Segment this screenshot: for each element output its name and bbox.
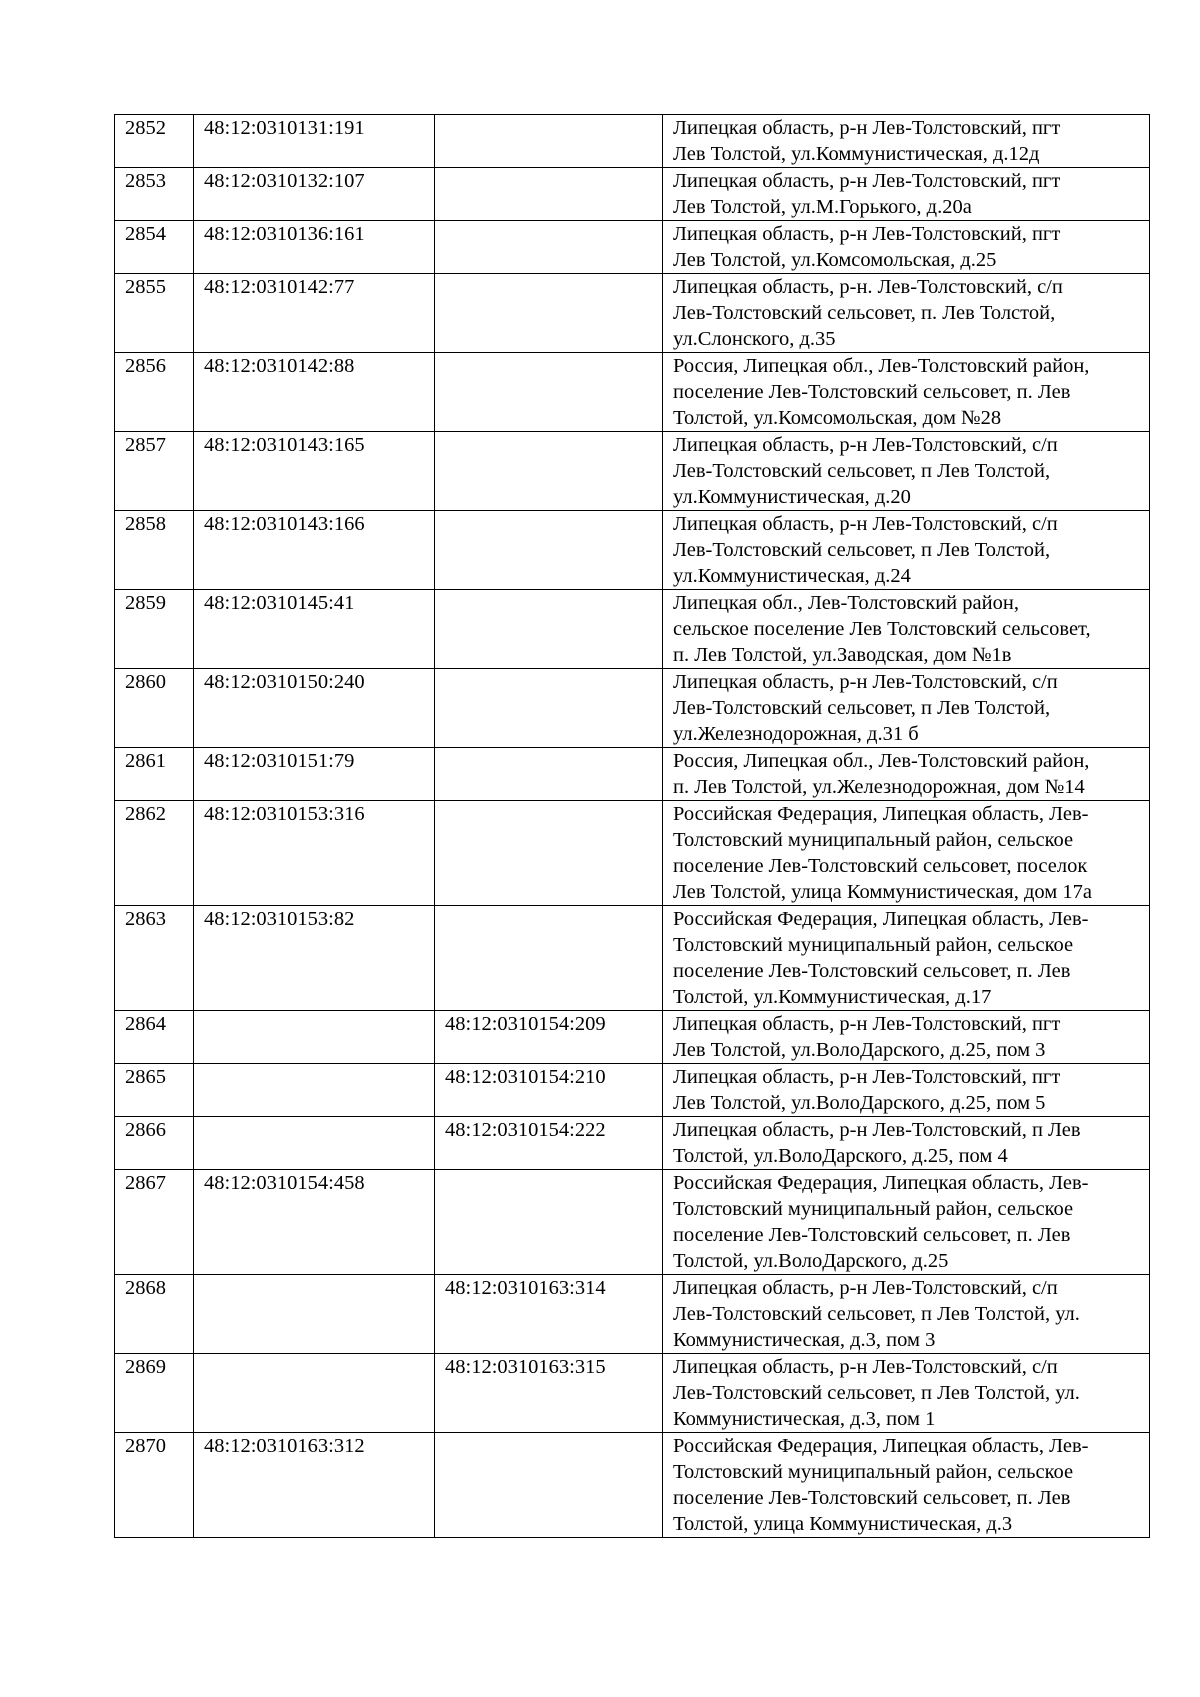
land-cadastral-number-cell [194, 1064, 435, 1117]
land-cadastral-number-cell: 48:12:0310145:41 [194, 590, 435, 669]
table-row [115, 221, 1150, 274]
land-cadastral-number-cell [194, 1011, 435, 1064]
row-number-cell: 2863 [115, 906, 194, 1011]
row-number-cell: 2862 [115, 801, 194, 906]
table-row [115, 511, 1150, 590]
land-cadastral-number-cell: 48:12:0310153:316 [194, 801, 435, 906]
object-cadastral-number-cell [435, 115, 663, 168]
object-cadastral-number-cell: 48:12:0310154:210 [435, 1064, 663, 1117]
land-cadastral-number-cell [194, 1354, 435, 1433]
land-cadastral-number-cell: 48:12:0310163:312 [194, 1433, 435, 1538]
object-cadastral-number-cell: 48:12:0310163:315 [435, 1354, 663, 1433]
land-cadastral-number-cell: 48:12:0310143:166 [194, 511, 435, 590]
address-cell: Липецкая область, р-н Лев-Толстовский, с/п Лев-Толстовский сельсовет, п Лев Толстой, ул.Железнодорожная, д.31 б [663, 669, 1150, 748]
land-cadastral-number-cell: 48:12:0310150:240 [194, 669, 435, 748]
address-cell: Липецкая область, р-н Лев-Толстовский, п Лев Толстой, ул.ВолоДарского, д.25, пом 4 [663, 1117, 1150, 1170]
object-cadastral-number-cell [435, 511, 663, 590]
row-number-cell: 2860 [115, 669, 194, 748]
address-cell: Липецкая область, р-н Лев-Толстовский, с/п Лев-Толстовский сельсовет, п Лев Толстой, ул. Коммунистическая, д.3, пом 3 [663, 1275, 1150, 1354]
address-cell: Липецкая область, р-н Лев-Толстовский, пгт Лев Толстой, ул.М.Горького, д.20а [663, 168, 1150, 221]
table-row [115, 1170, 1150, 1275]
row-number-cell: 2852 [115, 115, 194, 168]
row-number-cell: 2856 [115, 353, 194, 432]
row-number-cell: 2866 [115, 1117, 194, 1170]
table-row [115, 1354, 1150, 1433]
row-number-cell: 2857 [115, 432, 194, 511]
table-row [115, 432, 1150, 511]
table-row [115, 906, 1150, 1011]
row-number-cell: 2858 [115, 511, 194, 590]
land-cadastral-number-cell: 48:12:0310132:107 [194, 168, 435, 221]
row-number-cell: 2869 [115, 1354, 194, 1433]
table-row [115, 801, 1150, 906]
table-row [115, 590, 1150, 669]
object-cadastral-number-cell [435, 669, 663, 748]
table-row [115, 1117, 1150, 1170]
address-cell: Российская Федерация, Липецкая область, Лев- Толстовский муниципальный район, сельское поселение Лев-Толстовский сельсовет, п. Лев Толстой, ул.Коммунистическая, д.17 [663, 906, 1150, 1011]
land-cadastral-number-cell: 48:12:0310151:79 [194, 748, 435, 801]
table-row [115, 669, 1150, 748]
object-cadastral-number-cell [435, 353, 663, 432]
land-cadastral-number-cell: 48:12:0310142:88 [194, 353, 435, 432]
address-cell: Российская Федерация, Липецкая область, Лев- Толстовский муниципальный район, сельское поселение Лев-Толстовский сельсовет, п. Лев Толстой, ул.ВолоДарского, д.25 [663, 1170, 1150, 1275]
address-cell: Липецкая обл., Лев-Толстовский район, сельское поселение Лев Толстовский сельсовет, п. Лев Толстой, ул.Заводская, дом №1в [663, 590, 1150, 669]
land-cadastral-number-cell: 48:12:0310136:161 [194, 221, 435, 274]
object-cadastral-number-cell [435, 274, 663, 353]
row-number-cell: 2853 [115, 168, 194, 221]
address-cell: Российская Федерация, Липецкая область, Лев- Толстовский муниципальный район, сельское поселение Лев-Толстовский сельсовет, поселок Лев Толстой, улица Коммунистическая, дом 17а [663, 801, 1150, 906]
land-cadastral-number-cell [194, 1275, 435, 1354]
object-cadastral-number-cell [435, 801, 663, 906]
row-number-cell: 2861 [115, 748, 194, 801]
table-row [115, 115, 1150, 168]
table-row [115, 748, 1150, 801]
row-number-cell: 2870 [115, 1433, 194, 1538]
table-row [115, 1064, 1150, 1117]
object-cadastral-number-cell [435, 590, 663, 669]
land-cadastral-number-cell: 48:12:0310143:165 [194, 432, 435, 511]
object-cadastral-number-cell [435, 168, 663, 221]
object-cadastral-number-cell [435, 906, 663, 1011]
table-body [115, 115, 1150, 1538]
table-row [115, 274, 1150, 353]
row-number-cell: 2859 [115, 590, 194, 669]
address-cell: Липецкая область, р-н Лев-Толстовский, пгт Лев Толстой, ул.Коммунистическая, д.12д [663, 115, 1150, 168]
land-cadastral-number-cell [194, 1117, 435, 1170]
address-cell: Российская Федерация, Липецкая область, Лев- Толстовский муниципальный район, сельское поселение Лев-Толстовский сельсовет, п. Лев Толстой, улица Коммунистическая, д.3 [663, 1433, 1150, 1538]
object-cadastral-number-cell [435, 432, 663, 511]
table-row [115, 1275, 1150, 1354]
object-cadastral-number-cell [435, 1433, 663, 1538]
object-cadastral-number-cell [435, 1170, 663, 1275]
object-cadastral-number-cell [435, 748, 663, 801]
row-number-cell: 2868 [115, 1275, 194, 1354]
address-cell: Россия, Липецкая обл., Лев-Толстовский район, поселение Лев-Толстовский сельсовет, п. Лев Толстой, ул.Комсомольская, дом №28 [663, 353, 1150, 432]
table-row [115, 168, 1150, 221]
land-cadastral-number-cell: 48:12:0310142:77 [194, 274, 435, 353]
address-cell: Липецкая область, р-н Лев-Толстовский, пгт Лев Толстой, ул.ВолоДарского, д.25, пом 3 [663, 1011, 1150, 1064]
table-row [115, 1433, 1150, 1538]
row-number-cell: 2867 [115, 1170, 194, 1275]
document-page [114, 114, 1149, 1538]
object-cadastral-number-cell [435, 221, 663, 274]
object-cadastral-number-cell: 48:12:0310154:222 [435, 1117, 663, 1170]
land-cadastral-number-cell: 48:12:0310131:191 [194, 115, 435, 168]
table-row [115, 1011, 1150, 1064]
row-number-cell: 2855 [115, 274, 194, 353]
row-number-cell: 2864 [115, 1011, 194, 1064]
object-cadastral-number-cell: 48:12:0310154:209 [435, 1011, 663, 1064]
object-cadastral-number-cell: 48:12:0310163:314 [435, 1275, 663, 1354]
address-cell: Липецкая область, р-н Лев-Толстовский, с/п Лев-Толстовский сельсовет, п Лев Толстой, ул.Коммунистическая, д.20 [663, 432, 1150, 511]
address-cell: Россия, Липецкая обл., Лев-Толстовский район, п. Лев Толстой, ул.Железнодорожная, дом №14 [663, 748, 1150, 801]
land-cadastral-number-cell: 48:12:0310154:458 [194, 1170, 435, 1275]
address-cell: Липецкая область, р-н Лев-Толстовский, с/п Лев-Толстовский сельсовет, п Лев Толстой, ул.Коммунистическая, д.24 [663, 511, 1150, 590]
row-number-cell: 2865 [115, 1064, 194, 1117]
address-cell: Липецкая область, р-н. Лев-Толстовский, с/п Лев-Толстовский сельсовет, п. Лев Толстой, ул.Слонского, д.35 [663, 274, 1150, 353]
row-number-cell: 2854 [115, 221, 194, 274]
address-cell: Липецкая область, р-н Лев-Толстовский, пгт Лев Толстой, ул.Комсомольская, д.25 [663, 221, 1150, 274]
address-cell: Липецкая область, р-н Лев-Толстовский, с/п Лев-Толстовский сельсовет, п Лев Толстой, ул. Коммунистическая, д.3, пом 1 [663, 1354, 1150, 1433]
address-cell: Липецкая область, р-н Лев-Толстовский, пгт Лев Толстой, ул.ВолоДарского, д.25, пом 5 [663, 1064, 1150, 1117]
land-cadastral-number-cell: 48:12:0310153:82 [194, 906, 435, 1011]
property-registry-table [114, 114, 1150, 1538]
table-row [115, 353, 1150, 432]
